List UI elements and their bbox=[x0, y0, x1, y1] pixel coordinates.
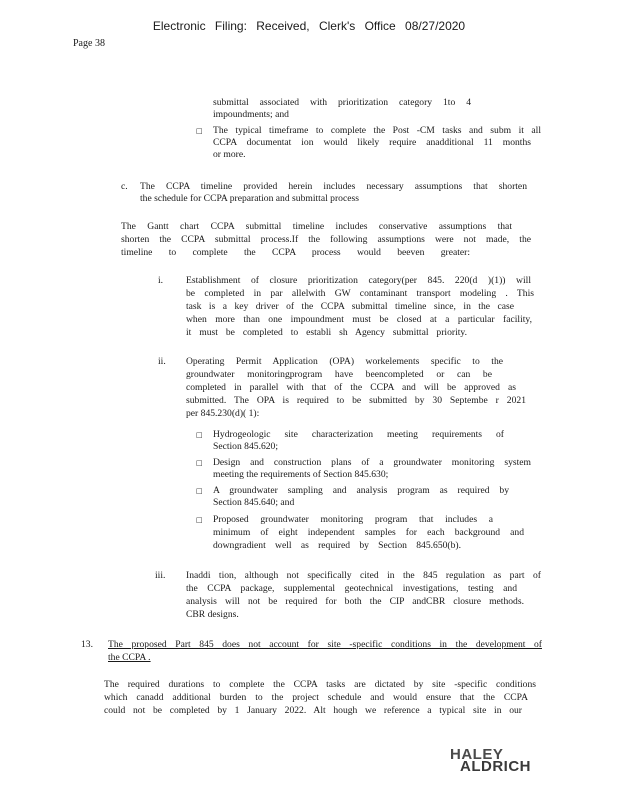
continuation-line-2: impoundments; and bbox=[213, 109, 289, 120]
gantt-para-line: The Gantt chart CCPA submittal timeline includes conservative assumptions that bbox=[121, 221, 512, 232]
roman-iii-line: Inaddi tion, although not specifically cited in the 845 regulation as part of bbox=[186, 570, 541, 581]
page-number: Page 38 bbox=[73, 38, 105, 49]
company-logo-line1: HALEY bbox=[450, 746, 504, 763]
list-marker-13: 13. bbox=[81, 639, 93, 650]
square-bullet-icon: □ bbox=[196, 431, 203, 439]
roman-ii-line: completed in parallel with that of the CCPA and will be approved as bbox=[186, 382, 516, 393]
square-bullet-icon: □ bbox=[196, 459, 203, 467]
roman-i-line: it must be completed to establi sh Agency submittal priority. bbox=[186, 327, 467, 338]
gantt-para-line: shorten the CCPA submittal process.If the following assumptions were not made, the bbox=[121, 234, 531, 245]
roman-ii-line: submitted. The OPA is required to be submitted by 30 Septembe r 2021 bbox=[186, 395, 526, 406]
sub-bullet-line: A groundwater sampling and analysis program as required by bbox=[213, 485, 509, 496]
sub-bullet-line: meeting the requirements of Section 845.630; bbox=[213, 469, 389, 480]
roman-iii-line: CBR designs. bbox=[186, 609, 239, 620]
square-bullet-icon: □ bbox=[196, 487, 203, 495]
item-c-line: the schedule for CCPA preparation and submittal process bbox=[140, 193, 359, 204]
sub-bullet-line: Section 845.620; bbox=[213, 441, 279, 452]
bullet-line: The typical timeframe to complete the Post -CM tasks and subm it all bbox=[213, 125, 541, 136]
roman-i-line: task is a key driver of the CCPA submittal timeline since, in the case bbox=[186, 301, 514, 312]
item-c-line: The CCPA timeline provided herein includes necessary assumptions that shorten bbox=[140, 181, 527, 192]
item-13-heading: The proposed Part 845 does not account for site -specific conditions in the development of bbox=[108, 639, 542, 650]
roman-marker-i: i. bbox=[158, 275, 164, 286]
continuation-line-1: submittal associated with prioritization category 1to 4 bbox=[213, 97, 471, 108]
sub-bullet-line: Hydrogeologic site characterization meeting requirements of bbox=[213, 429, 504, 440]
roman-ii-line: groundwater monitoringprogram have beencompleted or can be bbox=[186, 369, 492, 380]
square-bullet-icon: □ bbox=[196, 127, 203, 135]
roman-ii-line: Operating Permit Application (OPA) workelements specific to the bbox=[186, 356, 503, 367]
roman-marker-iii: iii. bbox=[155, 570, 166, 581]
roman-i-line: Establishment of closure prioritization category(per 845. 220(d )(1)) will bbox=[186, 275, 531, 286]
roman-ii-line: per 845.230(d)( 1): bbox=[186, 408, 260, 419]
sub-bullet-line: Section 845.640; and bbox=[213, 497, 295, 508]
bullet-line: CCPA documentat ion would likely require anadditional 11 months bbox=[213, 137, 531, 148]
final-para-line: could not be completed by 1 January 2022. Alt hough we reference a typical site in our bbox=[104, 705, 522, 716]
sub-bullet-line: downgradient well as required by Section 845.650(b). bbox=[213, 540, 461, 551]
gantt-para-line: timeline to complete the CCPA process would beeven greater: bbox=[121, 247, 470, 258]
roman-iii-line: analysis will not be required for both the CIP andCBR closure methods. bbox=[186, 596, 524, 607]
roman-i-line: be completed in par allelwith GW contaminant transport modeling . This bbox=[186, 288, 534, 299]
square-bullet-icon: □ bbox=[196, 516, 203, 524]
roman-marker-ii: ii. bbox=[158, 356, 166, 367]
sub-bullet-line: Proposed groundwater monitoring program that includes a bbox=[213, 514, 493, 525]
roman-iii-line: the CCPA package, supplemental geotechnical investigations, testing and bbox=[186, 583, 517, 594]
bullet-line: or more. bbox=[213, 149, 246, 160]
final-para-line: The required durations to complete the CCPA tasks are dictated by site -specific conditions bbox=[104, 679, 536, 690]
company-logo-line2: ALDRICH bbox=[460, 758, 531, 775]
list-marker-c: c. bbox=[121, 181, 128, 192]
item-13-heading: the CCPA . bbox=[108, 652, 151, 663]
sub-bullet-line: Design and construction plans of a groundwater monitoring system bbox=[213, 457, 531, 468]
sub-bullet-line: minimum of eight independent samples for each background and bbox=[213, 527, 524, 538]
roman-i-line: when more than one impoundment must be closed at a particular facility, bbox=[186, 314, 532, 325]
final-para-line: which canadd additional burden to the project schedule and would ensure that the CCPA bbox=[104, 692, 528, 703]
filing-header: Electronic Filing: Received, Clerk's Office 08/27/2020 bbox=[152, 19, 466, 33]
